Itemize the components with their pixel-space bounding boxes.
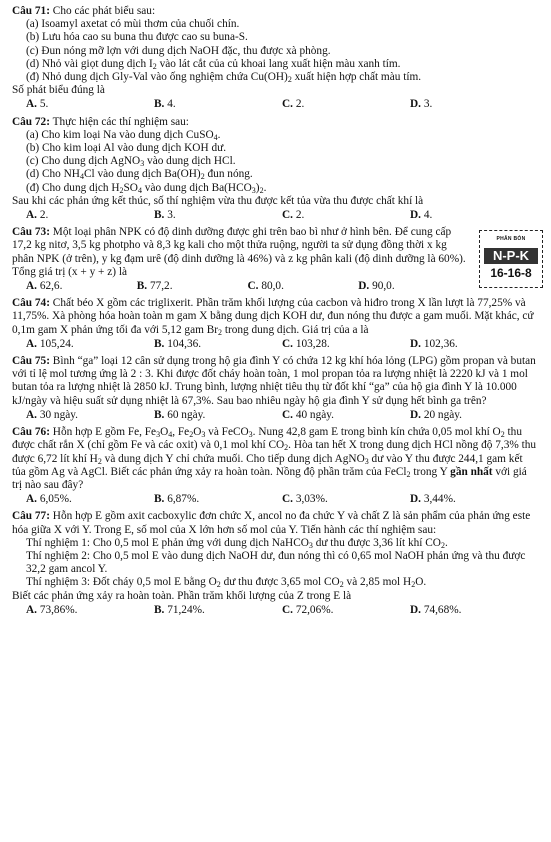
option-b[interactable]: B. 4. [154,98,176,111]
option-b[interactable]: B. 60 ngày. [154,408,206,421]
option-d[interactable]: D. 4. [410,209,433,222]
experiment-3: Thí nghiệm 3: Đốt cháy 0,5 mol E bằng $O_2$ dư thu được 3,65 mol $CO_2$ và 2,85 mol $H_2O$. [26,576,427,590]
subscript: 2 [97,456,102,466]
subscript: 4 [137,185,142,195]
subscript: 4 [213,132,218,142]
option-a[interactable]: A. 6,05%. [26,493,72,506]
option-d[interactable]: D. 3. [410,98,433,111]
npk-ratio: 16-16-8 [490,266,532,281]
option-a[interactable]: A. 2. [26,209,49,222]
subscript: 3 [251,185,256,195]
option-a[interactable]: A. 105,24. [26,337,74,350]
subscript: 3 [248,430,253,440]
subscript: 2 [284,443,289,453]
experiment-c: (c) Cho dung dịch AgNO$_3$ vào dung dịch HCl. [26,155,236,169]
option-c[interactable]: C. 2. [282,98,305,111]
option-d[interactable]: D. 3,44%. [410,493,456,506]
answer-options [12,493,539,506]
experiment-1: Thí nghiệm 1: Cho 0,5 mol E phản ứng với dung dịch NaHCO$_3$ dư thu được 3,36 lít khí $CO_2$. [26,536,448,550]
subscript: 2 [152,61,157,71]
question-stem: Câu 76: Hỗn hợp E gồm Fe, $Fe_3O_4$, $Fe_2O_3$ và FeCO$_3$. Nung 42,8 gam E trong bình kín chứa 0,05 mol khí $O_2$ thu được chất rắn X (chỉ gồm Fe và các oxit) và 0,1 mol khí $CO_2$. Hòa tan hết X trong dung dịch HCl nồng độ 7,3% thu được 6,72 lít khí $H_2$ và dung dịch Y chỉ chứa muối. Cho tiếp dung dịch AgNO$_3$ dư vào Y thu được 244,1 gam kết tủa gồm Ag và AgCl. Biết các phản ứng xảy ra hoàn toàn. Nồng độ phần trăm của FeCl$_2$ trong Y gần nhất với giá trị nào sau đây? [12,426,537,491]
subscript: 4 [79,172,84,182]
subscript: 3 [140,159,145,169]
subscript: 3 [156,430,161,440]
option-b[interactable]: B. 71,24%. [154,603,205,616]
statement-a: (a) Isoamyl axetat có mùi thơm của chuối chín. [26,18,240,31]
question-73 [12,226,539,293]
answer-options [12,280,469,293]
subscript: 3 [201,430,206,440]
statement-d: (d) Nhỏ vài giọt dung dịch $I_2$ vào lát cắt của củ khoai lang xuất hiện màu xanh tím. [26,57,401,71]
experiment-2: Thí nghiệm 2: Cho 0,5 mol E vào dung dịch NaOH dư, đun nóng thì có 0,65 mol NaOH phản ứng và thu được 32,2 gam ancol Y. [26,549,526,576]
option-c[interactable]: C. 72,06%. [282,603,334,616]
option-c[interactable]: C. 2. [282,209,305,222]
option-a[interactable]: A. 73,86%. [26,603,78,616]
option-b[interactable]: B. 6,87%. [154,493,200,506]
statement-dd: (đ) Nhỏ dung dịch Gly-Val vào ống nghiệm chứa $Cu(OH)_2$ xuất hiện hợp chất màu tím. [26,71,422,85]
statement-b: (b) Lưu hóa cao su buna thu được cao su buna-S. [26,31,248,44]
npk-name: N-P-K [484,248,538,264]
question-number: Câu 71: [12,5,50,17]
experiment-d: (d) Cho $NH_4Cl$ vào dung dịch $Ba(OH)_2$ đun nóng. [26,168,253,182]
option-d[interactable]: D. 90,0. [358,280,395,293]
question-76 [12,426,539,506]
question-number: Câu 76: [12,426,50,439]
option-d[interactable]: D. 102,36. [410,337,458,350]
question-stem: Câu 77: Hỗn hợp E gồm axit cacboxylic đơn chức X, ancol no đa chức Y và chất Z là sản phẩm của phản ứng este hóa giữa X với Y. Trong E, số mol của X lớn hơn số mol của Y. Tiến hành các thí nghiệm sau: [12,510,531,536]
option-a[interactable]: A. 62,6. [26,280,63,293]
subscript: 2 [440,540,445,550]
subscript: 2 [218,327,223,337]
question-number: Câu 73: [12,226,50,239]
option-d[interactable]: D. 20 ngày. [410,408,462,421]
question-number: Câu 72: [12,115,50,128]
subscript: 2 [119,185,124,195]
question-stem: Câu 72: Thực hiện các thí nghiệm sau: [12,115,189,128]
option-a[interactable]: A. 30 ngày. [26,408,78,421]
question-71 [12,5,539,112]
subscript: 2 [189,430,194,440]
question-prompt: Số phát biểu đúng là [12,84,105,97]
experiment-dd: (đ) Cho dung dịch $H_2SO_4$ vào dung dịch $Ba(HCO_3)_2$. [26,181,267,195]
answer-options [12,604,539,617]
question-prompt: Sau khi các phản ứng kết thúc, số thí nghiệm vừa thu được kết tủa vừa thu được chất khí là [12,194,424,207]
answer-options [12,409,539,422]
experiment-a: (a) Cho kim loại Na vào dung dịch CuSO$_4$. [26,128,221,142]
option-b[interactable]: B. 77,2. [136,280,173,293]
statement-c: (c) Đun nóng mỡ lợn với dung dịch NaOH đặc, thu được xà phòng. [26,44,331,57]
question-prompt: Biết các phản ứng xảy ra hoàn toàn. Phần trăm khối lượng của Z trong E là [12,589,352,602]
question-stem: Câu 74: Chất béo X gồm các triglixerit. Phần trăm khối lượng của cacbon và hiđro trong X lần lượt là 77,25% và 11,75%. Xà phòng hóa hoàn toàn m gam X bằng dung dịch KOH dư, đun nóng thu được a gam muối. Mặt khác, cứ 0,1m gam X phản ứng tối đa với 5,12 gam $Br_2$ trong dung dịch. Giá trị của a là [12,297,534,337]
experiment-b: (b) Cho kim loại Al vào dung dịch KOH dư. [26,142,227,155]
question-stem: Câu 71: Cho các phát biểu sau: [12,5,156,17]
subscript: 2 [411,580,416,590]
question-72 [12,116,539,223]
subscript: 2 [259,185,264,195]
subscript: 2 [500,430,505,440]
npk-fertilizer-label [479,230,543,288]
question-77 [12,510,539,617]
question-stem: Câu 75: Bình “ga” loại 12 cân sử dụng trong hộ gia đình Y có chứa 12 kg khí hóa lỏng (LPG) gồm propan và butan với tỉ lệ mol tương ứng là 2 : 3. Khi được đốt cháy hoàn toàn, 1 mol propan tỏa ra lượng nhiệt là 2220 kJ và 1 mol butan tỏa ra lượng nhiệt là 2850 kJ. Trung bình, lượng nhiệt tiêu thụ từ đốt khí “ga” của hộ gia đình Y là 10.000 kJ/ngày và hiệu suất sử dụng nhiệt là 67,3%. Sau bao nhiêu ngày hộ gia đình Y sử dụng hết bình ga trên? [12,355,536,407]
npk-heading: PHÂN BÓN [496,236,526,243]
option-b[interactable]: B. 3. [154,209,176,222]
option-a[interactable]: A. 5. [26,98,49,111]
subscript: 2 [406,469,411,479]
question-number: Câu 75: [12,355,50,368]
option-c[interactable]: C. 40 ngày. [282,408,334,421]
option-c[interactable]: C. 103,28. [282,337,330,350]
subscript: 2 [287,75,292,85]
option-c[interactable]: C. 3,03%. [282,493,328,506]
answer-options [12,209,539,222]
answer-options [12,338,539,351]
question-number: Câu 74: [12,297,50,310]
subscript: 3 [308,540,313,550]
question-74 [12,297,539,351]
option-b[interactable]: B. 104,36. [154,337,202,350]
subscript: 2 [216,580,221,590]
question-stem: Câu 73: Một loại phân NPK có độ dinh dưỡng được ghi trên bao bì như ở hình bên. Để cung cấp 17,2 kg nitơ, 3,5 kg photpho và 8,3 kg kali cho một thửa ruộng, người ta sử dụng đồng thời x kg phân NPK (ở trên), y kg đạm urê (độ dinh dưỡng là 46%) và z kg phân kali (độ dinh dưỡng là 60%). Tổng giá trị (x + y + z) là [12,226,466,278]
option-d[interactable]: D. 74,68%. [410,603,462,616]
subscript: 4 [168,430,173,440]
question-75 [12,355,539,422]
subscript: 3 [364,456,369,466]
option-c[interactable]: C. 80,0. [247,280,284,293]
emphasis: gần nhất [450,465,493,478]
subscript: 2 [339,580,344,590]
subscript: 2 [200,172,205,182]
question-number: Câu 77: [12,510,50,523]
answer-options [12,98,539,111]
